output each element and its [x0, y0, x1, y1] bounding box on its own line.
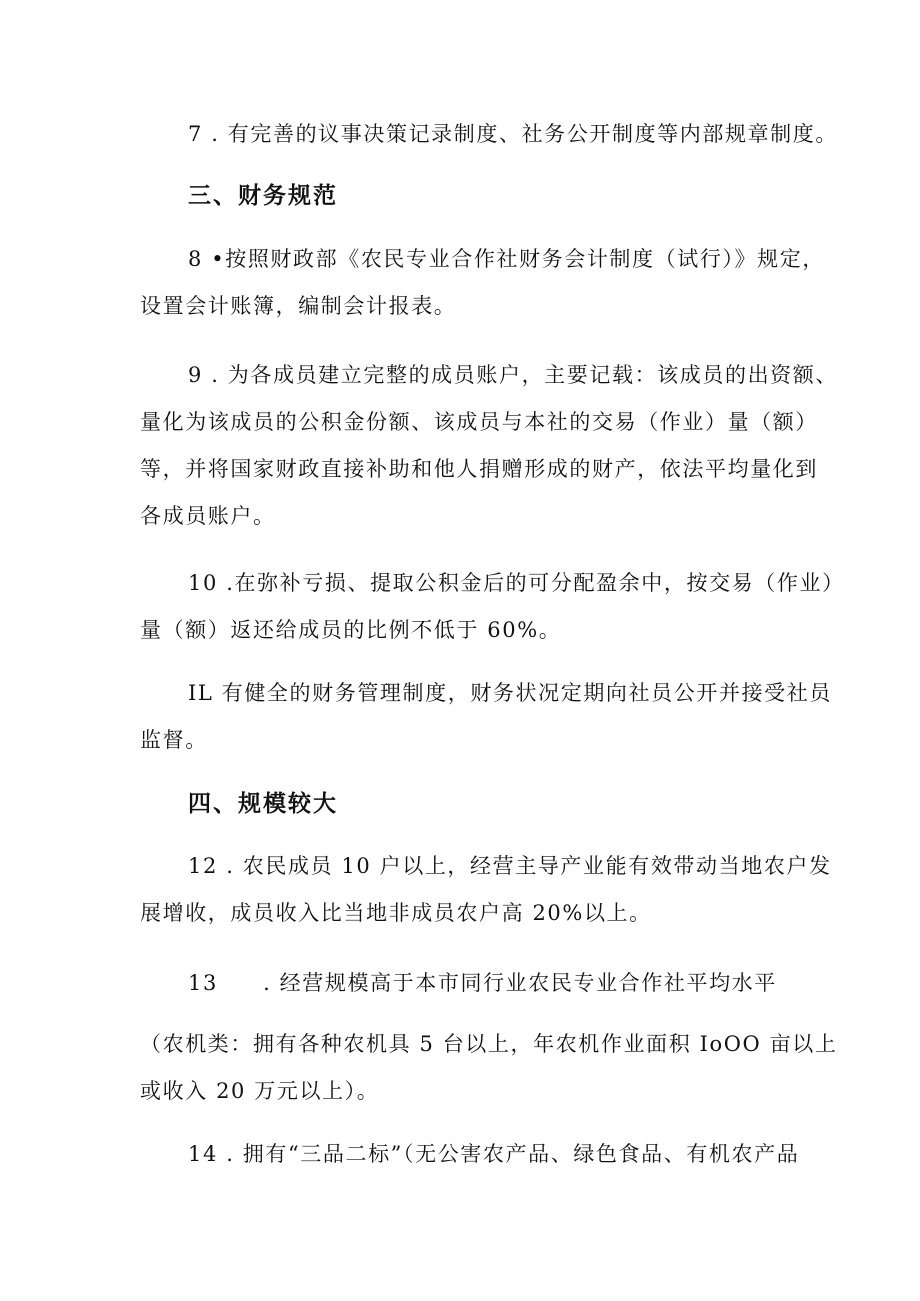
paragraph-line: 量化为该成员的公积金份额、该成员与本社的交易（作业）量（额）: [140, 410, 818, 434]
paragraph-line: 13 . 经营规模高于本市同行业农民专业合作社平均水平: [188, 971, 777, 995]
paragraph-line: 各成员账户。: [140, 504, 276, 528]
paragraph-line: 9 . 为各成员建立完整的成员账户，主要记载：该成员的出资额、: [188, 363, 838, 387]
paragraph-line: （农机类：拥有各种农机具 5 台以上，年农机作业面积 IoOO 亩以上: [140, 1032, 838, 1056]
paragraph-line: 14 . 拥有“三品二标”（无公害农产品、绿色食品、有机农产品: [188, 1142, 800, 1166]
paragraph-line: 10 .在弥补亏损、提取公积金后的可分配盈余中，按交易（作业）: [188, 571, 845, 595]
paragraph-item-10: [140, 560, 845, 654]
paragraph-line: 量（额）返还给成员的比例不低于 60%。: [140, 618, 562, 642]
paragraph-item-7: [140, 111, 838, 158]
paragraph-item-14: [140, 1131, 800, 1178]
paragraph-item-13: [140, 960, 800, 1007]
paragraph-item-13-detail: [140, 1021, 838, 1115]
paragraph-line: 8 •按照财政部《农民专业合作社财务会计制度（试行）》规定，: [188, 247, 825, 271]
paragraph-line: 监督。: [140, 728, 208, 752]
paragraph-line: IL 有健全的财务管理制度，财务状况定期向社员公开并接受社员: [188, 681, 832, 705]
paragraph-line: 设置会计账簿，编制会计报表。: [140, 294, 457, 318]
paragraph-item-11: [140, 670, 832, 764]
paragraph-item-8: [140, 236, 825, 330]
paragraph-line: 12 . 农民成员 10 户以上，经营主导产业能有效带动当地农户发: [188, 854, 832, 878]
paragraph-line: 展增收，成员收入比当地非成员农户高 20%以上。: [140, 901, 652, 925]
paragraph-line: 7 . 有完善的议事决策记录制度、社务公开制度等内部规章制度。: [188, 122, 838, 146]
section-heading-finance: 三、财务规范: [188, 183, 338, 209]
paragraph-item-12: [140, 843, 832, 937]
paragraph-line: 或收入 20 万元以上）。: [140, 1079, 380, 1103]
paragraph-item-9: [140, 352, 838, 540]
paragraph-line: 等，并将国家财政直接补助和他人捐赠形成的财产，依法平均量化到: [140, 457, 818, 481]
section-heading-scale: 四、规模较大: [188, 791, 338, 817]
